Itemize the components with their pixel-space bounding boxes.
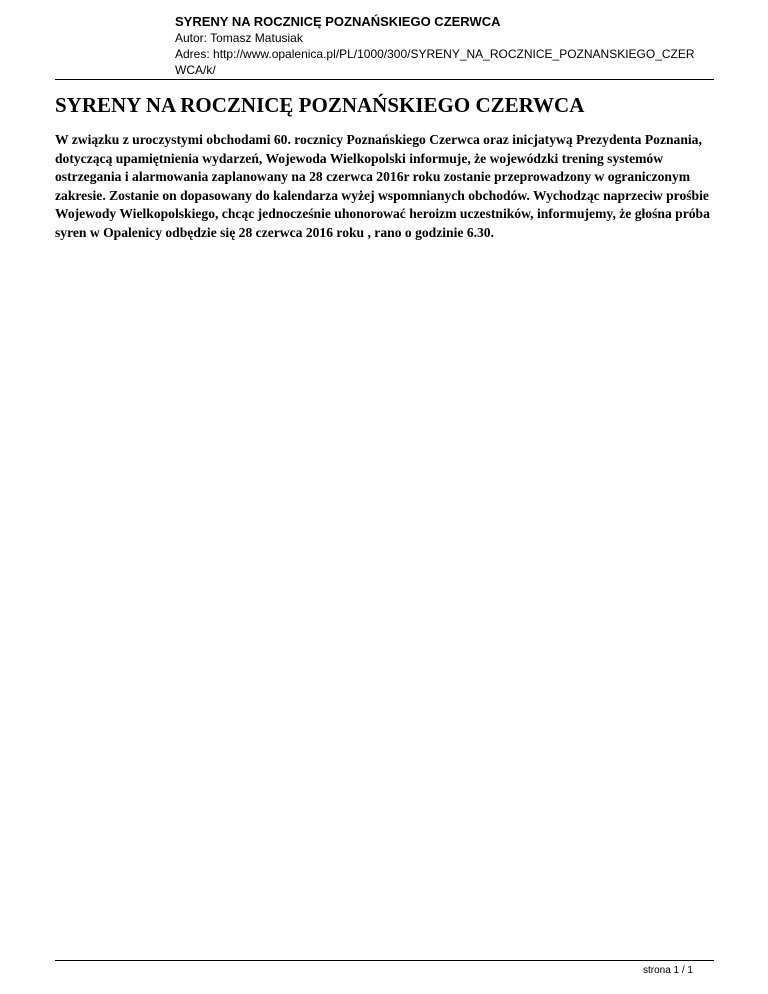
page-number: strona 1 / 1 [642, 965, 693, 976]
footer-divider [55, 960, 714, 961]
header-divider [55, 79, 714, 80]
article-body: W związku z uroczystymi obchodami 60. rocznicy Poznańskiego Czerwca oraz inicjatywą Prezydenta Poznania, dotyczącą upamiętnienia wydarzeń, Wojewoda Wielkopolski informuje, że wojewódzki trening systemów ostrzegania i alarmowania zaplanowany na 28 czerwca 2016r roku zostanie przeprowadzony w ograniczonym zakresie. Zostanie on dopasowany do kalendarza wyżej wspomnianych obchodów. Wychodząc naprzeciw prośbie Wojewody Wielkopolskiego, chcąc jednocześnie uhonorować heroizm uczestników, informujemy, że głośna próba syren w Opalenicy odbędzie się 28 czerwca 2016 roku , rano o godzinie 6.30. [55, 132, 710, 240]
header-title: SYRENY NA ROCZNICĘ POZNAŃSKIEGO CZERWCA [175, 14, 501, 29]
header-author: Autor: Tomasz Matusiak [175, 31, 303, 45]
article-title: SYRENY NA ROCZNICĘ POZNAŃSKIEGO CZERWCA [55, 93, 585, 117]
header-address: Adres: http://www.opalenica.pl/PL/1000/300/SYRENY_NA_ROCZNICE_POZNANSKIEGO_CZERWCA/k/ [175, 47, 695, 77]
document-header [175, 13, 695, 78]
